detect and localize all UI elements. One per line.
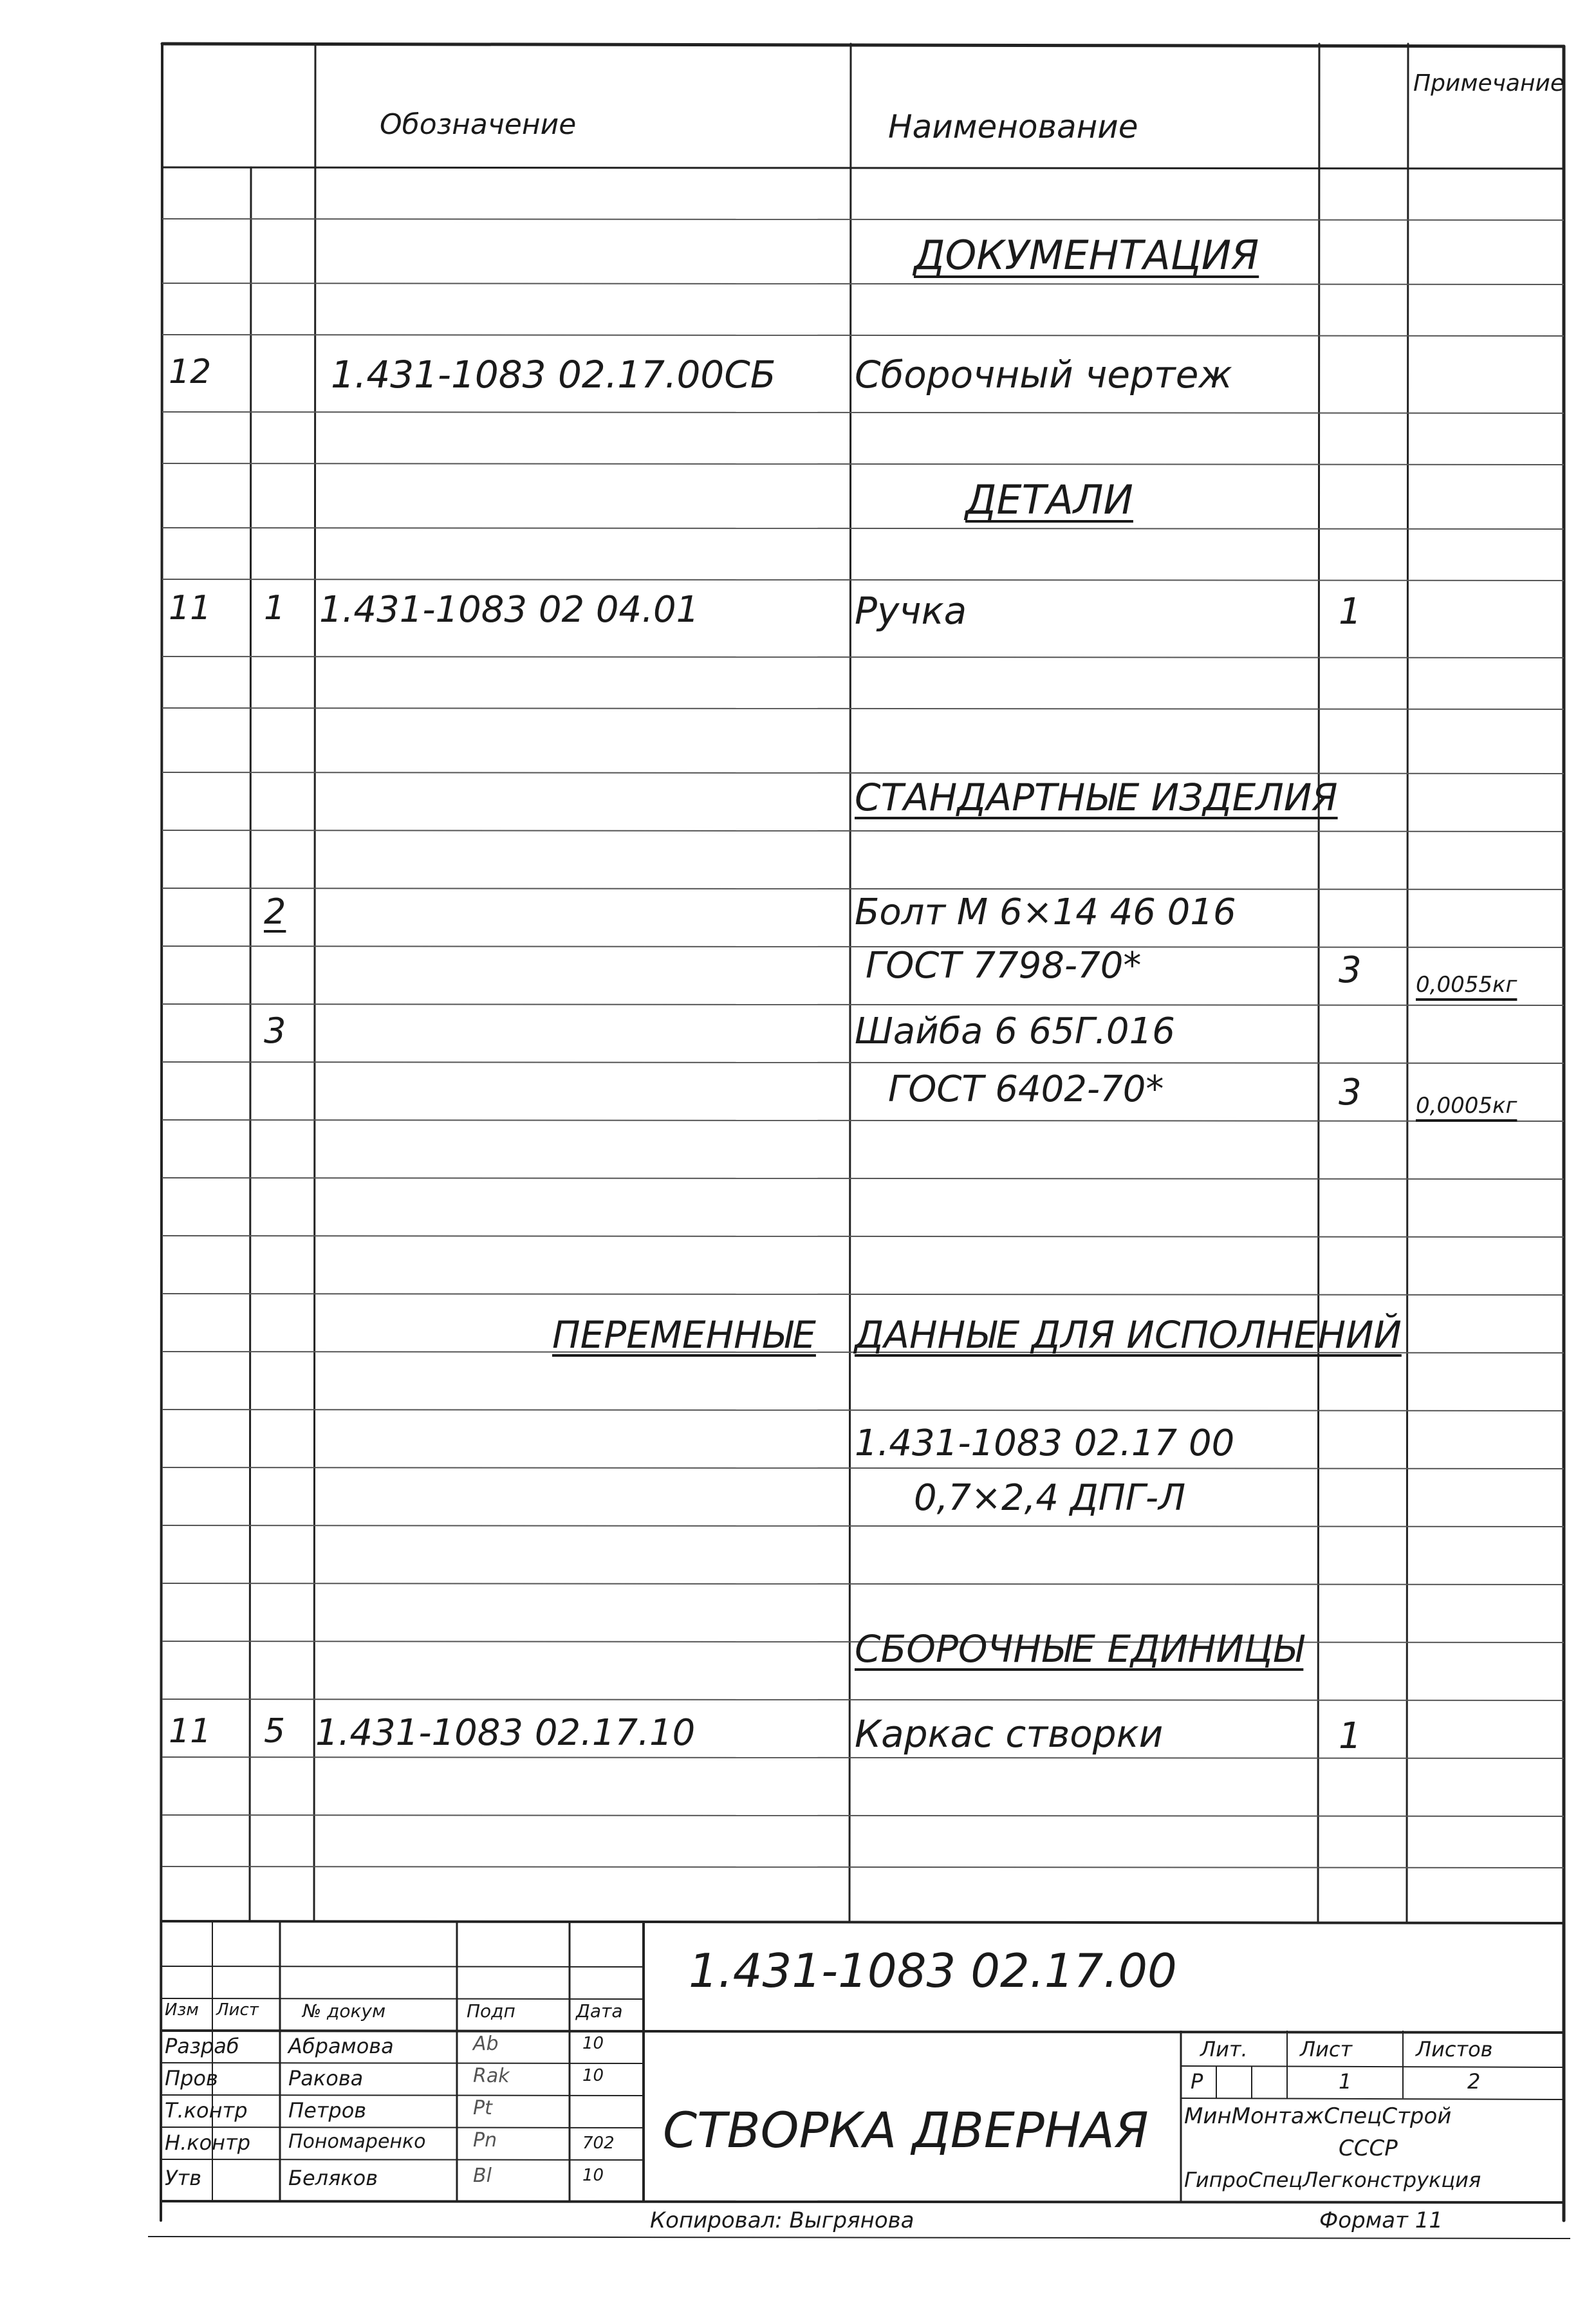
section-details: ДЕТАЛИ (965, 476, 1133, 523)
col-sheet: Лист (216, 2000, 259, 2020)
header-designation: Обозначение (380, 108, 577, 141)
row-frame-name: Каркас створки (855, 1712, 1164, 1756)
row-bolt-note: 0,0055кг (1416, 972, 1517, 998)
signature-tech-control: Pt (473, 2097, 492, 2119)
name-approver: Беляков (288, 2166, 378, 2190)
org-institute: ГипроСпецЛегконструкция (1184, 2168, 1481, 2192)
role-norm-control: Н.контр (165, 2130, 251, 2155)
row-washer-qty: 3 (1339, 1072, 1362, 1113)
title-doc-code: 1.431-1083 02.17.00 (689, 1944, 1177, 1998)
footer-format: Формат 11 (1319, 2208, 1443, 2233)
signature-developer: Ab (473, 2033, 499, 2055)
date-developer: 10 (582, 2034, 604, 2053)
row-washer-standard: ГОСТ 6402-70* (888, 1068, 1164, 1110)
role-tech-control: Т.контр (165, 2098, 248, 2123)
role-developer: Разраб (165, 2034, 239, 2058)
signature-norm-control: Pn (473, 2129, 497, 2152)
date-norm-control: 702 (582, 2134, 615, 2153)
row-handle-qty: 1 (1339, 591, 1362, 633)
row-handle-format: 11 (169, 589, 212, 628)
footer-copied-by: Копировал: Выгрянова (650, 2208, 914, 2233)
row-doc-name: Сборочный чертеж (855, 353, 1232, 396)
row-frame-pos: 5 (264, 1712, 286, 1751)
name-developer: Абрамова (288, 2034, 394, 2058)
row-bolt-pos: 2 (264, 891, 286, 932)
row-frame-format: 11 (169, 1712, 212, 1751)
row-frame-qty: 1 (1339, 1715, 1362, 1757)
col-doc-number: № докум (302, 2000, 386, 2022)
lit-value: Р (1191, 2069, 1203, 2094)
header-note: Примечание (1413, 70, 1565, 97)
lit-label: Лит. (1200, 2037, 1248, 2062)
date-checker: 10 (582, 2066, 604, 2085)
role-approver: Утв (165, 2166, 201, 2190)
sheet-label: Лист (1300, 2037, 1353, 2062)
signature-approver: Bl (473, 2164, 492, 2187)
row-bolt-qty: 3 (1339, 949, 1362, 991)
row-bolt-standard: ГОСТ 7798-70* (866, 945, 1142, 987)
signature-checker: Rak (473, 2065, 510, 2087)
row-variant-code: 1.431-1083 02.17 00 (855, 1422, 1235, 1464)
org-country: СССР (1339, 2136, 1398, 2161)
section-standard-items: СТАНДАРТНЫЕ ИЗДЕЛИЯ (855, 776, 1338, 819)
col-change: Изм (165, 2000, 199, 2020)
date-approver: 10 (582, 2166, 604, 2185)
col-signature: Подп (467, 2000, 515, 2022)
row-washer-name: Шайба 6 65Г.016 (855, 1010, 1175, 1052)
org-ministry: МинМонтажСпецСтрой (1184, 2103, 1452, 2129)
row-handle-designation: 1.431-1083 02 04.01 (319, 589, 700, 631)
row-doc-format: 12 (169, 353, 212, 391)
row-doc-designation: 1.431-1083 02.17.00СБ (331, 353, 776, 396)
section-variable-left: ПЕРЕМЕННЫЕ (552, 1313, 816, 1357)
row-frame-designation: 1.431-1083 02.17.10 (315, 1712, 696, 1754)
role-checker: Пров (165, 2066, 218, 2090)
row-variant-size: 0,7×2,4 ДПГ-Л (914, 1477, 1186, 1519)
sheets-value: 2 (1467, 2069, 1481, 2094)
row-handle-name: Ручка (855, 589, 967, 633)
name-checker: Ракова (288, 2066, 364, 2090)
header-name: Наименование (888, 108, 1138, 145)
sheets-label: Листов (1416, 2037, 1493, 2062)
row-washer-note: 0,0005кг (1416, 1093, 1517, 1119)
row-handle-pos: 1 (264, 589, 286, 628)
section-documentation: ДОКУМЕНТАЦИЯ (914, 232, 1259, 279)
row-bolt-name: Болт М 6×14 46 016 (855, 891, 1236, 933)
title-name: СТВОРКА ДВЕРНАЯ (663, 2101, 1149, 2159)
row-washer-pos: 3 (264, 1010, 286, 1051)
section-variable-right: ДАННЫЕ ДЛЯ ИСПОЛНЕНИЙ (855, 1313, 1402, 1357)
section-assembly-units: СБОРОЧНЫЕ ЕДИНИЦЫ (855, 1627, 1304, 1671)
col-date: Дата (576, 2000, 623, 2022)
name-norm-control: Пономаренко (288, 2130, 426, 2153)
name-tech-control: Петров (288, 2098, 367, 2123)
sheet-value: 1 (1339, 2069, 1352, 2094)
